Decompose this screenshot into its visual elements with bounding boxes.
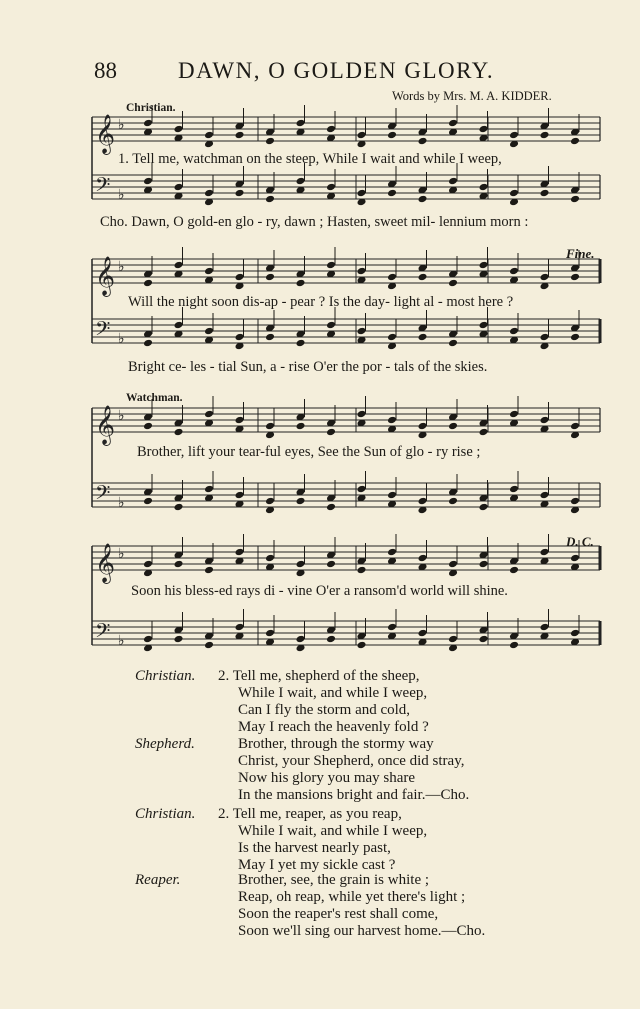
treble-clef: 𝄞 bbox=[95, 405, 116, 445]
note-head bbox=[387, 273, 397, 282]
note-head bbox=[174, 503, 184, 512]
note-head bbox=[570, 333, 580, 342]
note-head bbox=[540, 548, 550, 557]
note-head bbox=[235, 491, 245, 500]
speaker-shepherd: Shepherd. bbox=[135, 736, 195, 752]
note-head bbox=[357, 327, 367, 336]
note-head bbox=[540, 333, 550, 342]
note-head bbox=[540, 131, 550, 140]
note-head bbox=[143, 177, 153, 186]
note-head bbox=[296, 422, 306, 431]
note-head bbox=[143, 635, 153, 644]
note-head bbox=[296, 279, 306, 288]
bass-clef: 𝄢 bbox=[95, 317, 111, 345]
note-head bbox=[570, 629, 580, 638]
note-head bbox=[143, 422, 153, 431]
verse-line: 2. Tell me, shepherd of the sheep, bbox=[218, 668, 420, 684]
flat-sign: ♭ bbox=[118, 408, 125, 424]
note-head bbox=[479, 261, 489, 270]
lyric-chorus-2: Bright ce- les - tial Sun, a - rise O'er the por - tals of the skies. bbox=[128, 359, 488, 375]
note-head bbox=[418, 333, 428, 342]
note-head bbox=[540, 273, 550, 282]
note-head bbox=[570, 195, 580, 204]
treble-clef: 𝄞 bbox=[95, 256, 116, 296]
hymn-title: DAWN, O GOLDEN GLORY. bbox=[178, 58, 495, 83]
note-head bbox=[357, 189, 367, 198]
verse-line: Brother, through the stormy way bbox=[238, 736, 434, 752]
note-head bbox=[296, 119, 306, 128]
fine-mark: Fine. bbox=[566, 246, 595, 261]
note-head bbox=[479, 503, 489, 512]
note-head bbox=[387, 491, 397, 500]
note-head bbox=[479, 125, 489, 134]
lyric-line-1: 1. Tell me, watchman on the steep, While I wait and while I weep, bbox=[118, 151, 502, 167]
note-head bbox=[204, 267, 214, 276]
note-head bbox=[570, 273, 580, 282]
speaker-christian-2: Christian. bbox=[135, 806, 196, 822]
note-head bbox=[418, 273, 428, 282]
note-head bbox=[509, 410, 519, 419]
verse-line: May I yet my sickle cast ? bbox=[238, 857, 396, 873]
note-head bbox=[570, 137, 580, 146]
note-head bbox=[265, 273, 275, 282]
note-head bbox=[448, 177, 458, 186]
note-head bbox=[570, 497, 580, 506]
speaker-christian-1: Christian. bbox=[135, 668, 196, 684]
note-head bbox=[296, 339, 306, 348]
note-head bbox=[204, 410, 214, 419]
note-head bbox=[174, 560, 184, 569]
flat-sign: ♭ bbox=[118, 259, 125, 275]
note-head bbox=[418, 629, 428, 638]
note-head bbox=[418, 422, 428, 431]
note-head bbox=[540, 416, 550, 425]
treble-clef: 𝄞 bbox=[95, 114, 116, 154]
note-head bbox=[418, 554, 428, 563]
flat-sign: ♭ bbox=[118, 117, 125, 133]
note-head bbox=[509, 641, 519, 650]
additional-verses bbox=[0, 668, 640, 948]
note-head bbox=[357, 131, 367, 140]
note-head bbox=[174, 183, 184, 192]
lyric-chorus-1: Cho. Dawn, O gold-en glo - ry, dawn ; Hasten, sweet mil- lennium morn : bbox=[100, 214, 529, 230]
note-head bbox=[204, 131, 214, 140]
dc-mark: D. C. bbox=[566, 534, 594, 549]
note-head bbox=[326, 321, 336, 330]
note-head bbox=[204, 566, 214, 575]
note-head bbox=[174, 321, 184, 330]
note-head bbox=[265, 497, 275, 506]
christian-mark: Christian. bbox=[126, 102, 176, 114]
verse-line: In the mansions bright and fair.—Cho. bbox=[238, 787, 470, 803]
note-head bbox=[357, 566, 367, 575]
note-head bbox=[357, 410, 367, 419]
note-head bbox=[448, 635, 458, 644]
note-head bbox=[509, 267, 519, 276]
note-head bbox=[235, 333, 245, 342]
note-head bbox=[265, 629, 275, 638]
note-head bbox=[326, 560, 336, 569]
note-head bbox=[265, 195, 275, 204]
note-head bbox=[296, 497, 306, 506]
note-head bbox=[540, 623, 550, 632]
verse-line: Is the harvest nearly past, bbox=[238, 840, 391, 856]
note-head bbox=[509, 566, 519, 575]
note-head bbox=[387, 623, 397, 632]
note-head bbox=[418, 497, 428, 506]
note-head bbox=[326, 635, 336, 644]
note-head bbox=[418, 195, 428, 204]
note-head bbox=[143, 339, 153, 348]
verse-line: 2. Tell me, reaper, as you reap, bbox=[218, 806, 402, 822]
note-head bbox=[387, 416, 397, 425]
note-head bbox=[570, 422, 580, 431]
bass-clef: 𝄢 bbox=[95, 619, 111, 647]
note-head bbox=[387, 548, 397, 557]
lyric-line-2: Will the night soon dis-ap - pear ? Is the day- light al - most here ? bbox=[128, 294, 514, 310]
treble-clef: 𝄞 bbox=[95, 543, 116, 583]
note-head bbox=[570, 554, 580, 563]
flat-sign: ♭ bbox=[118, 331, 125, 347]
verse-line: May I reach the heavenly fold ? bbox=[238, 719, 429, 735]
note-head bbox=[265, 333, 275, 342]
verse-line: Reap, oh reap, while yet there's light ; bbox=[238, 889, 466, 905]
verse-line: While I wait, and while I weep, bbox=[238, 685, 428, 701]
note-head bbox=[174, 635, 184, 644]
verse-line: While I wait, and while I weep, bbox=[238, 823, 428, 839]
note-head bbox=[479, 321, 489, 330]
note-head bbox=[204, 641, 214, 650]
note-head bbox=[296, 635, 306, 644]
note-head bbox=[509, 189, 519, 198]
note-head bbox=[387, 131, 397, 140]
note-head bbox=[265, 554, 275, 563]
barlines bbox=[92, 117, 600, 645]
staff-lines bbox=[92, 117, 600, 645]
note-head bbox=[296, 177, 306, 186]
bass-clef: 𝄢 bbox=[95, 173, 111, 201]
note-head bbox=[479, 635, 489, 644]
note-head bbox=[540, 189, 550, 198]
flat-sign: ♭ bbox=[118, 633, 125, 649]
note-head bbox=[509, 131, 519, 140]
note-head bbox=[387, 189, 397, 198]
lyric-line-4: Soon his bless-ed rays di - vine O'er a ransom'd world will shine. bbox=[131, 583, 508, 599]
note-head bbox=[448, 560, 458, 569]
note-head bbox=[357, 485, 367, 494]
note-head bbox=[204, 327, 214, 336]
note-head bbox=[326, 261, 336, 270]
note-head bbox=[143, 119, 153, 128]
flat-sign: ♭ bbox=[118, 187, 125, 203]
note-head bbox=[387, 333, 397, 342]
author-credit: Words by Mrs. M. A. KIDDER. bbox=[392, 89, 552, 103]
note-head bbox=[143, 279, 153, 288]
note-head bbox=[448, 119, 458, 128]
note-head bbox=[174, 261, 184, 270]
note-head bbox=[326, 503, 336, 512]
note-head bbox=[448, 279, 458, 288]
note-head bbox=[448, 497, 458, 506]
note-head bbox=[174, 428, 184, 437]
note-head bbox=[265, 137, 275, 146]
note-head bbox=[418, 137, 428, 146]
page-number: 88 bbox=[94, 58, 117, 83]
note-head bbox=[479, 183, 489, 192]
note-head bbox=[204, 189, 214, 198]
note-head bbox=[479, 560, 489, 569]
note-head bbox=[204, 485, 214, 494]
note-head bbox=[235, 131, 245, 140]
note-head bbox=[174, 125, 184, 134]
note-head bbox=[326, 125, 336, 134]
note-head bbox=[143, 497, 153, 506]
note-head bbox=[326, 428, 336, 437]
flat-sign: ♭ bbox=[118, 495, 125, 511]
clefs bbox=[95, 114, 125, 649]
verse-line: Brother, see, the grain is white ; bbox=[238, 872, 430, 888]
verse-line: Can I fly the storm and cold, bbox=[238, 702, 411, 718]
note-head bbox=[479, 428, 489, 437]
note-head bbox=[296, 560, 306, 569]
note-head bbox=[540, 491, 550, 500]
note-head bbox=[235, 273, 245, 282]
watchman-mark: Watchman. bbox=[126, 392, 183, 404]
note-head bbox=[265, 422, 275, 431]
verse-line: Now his glory you may share bbox=[238, 770, 416, 786]
note-head bbox=[235, 623, 245, 632]
note-head bbox=[448, 339, 458, 348]
speaker-reaper: Reaper. bbox=[135, 872, 181, 888]
note-head bbox=[357, 267, 367, 276]
note-head bbox=[509, 327, 519, 336]
note-head bbox=[235, 416, 245, 425]
flat-sign: ♭ bbox=[118, 546, 125, 562]
verse-line: Soon we'll sing our harvest home.—Cho. bbox=[238, 923, 486, 939]
verse-line: Soon the reaper's rest shall come, bbox=[238, 906, 439, 922]
note-head bbox=[235, 548, 245, 557]
note-head bbox=[235, 189, 245, 198]
note-head bbox=[357, 641, 367, 650]
note-head bbox=[509, 485, 519, 494]
lyric-line-3: Brother, lift your tear-ful eyes, See the Sun of glo - ry rise ; bbox=[137, 444, 481, 460]
note-head bbox=[448, 422, 458, 431]
note-head bbox=[143, 560, 153, 569]
bass-clef: 𝄢 bbox=[95, 481, 111, 509]
verse-line: Christ, your Shepherd, once did stray, bbox=[238, 753, 465, 769]
note-head bbox=[326, 183, 336, 192]
